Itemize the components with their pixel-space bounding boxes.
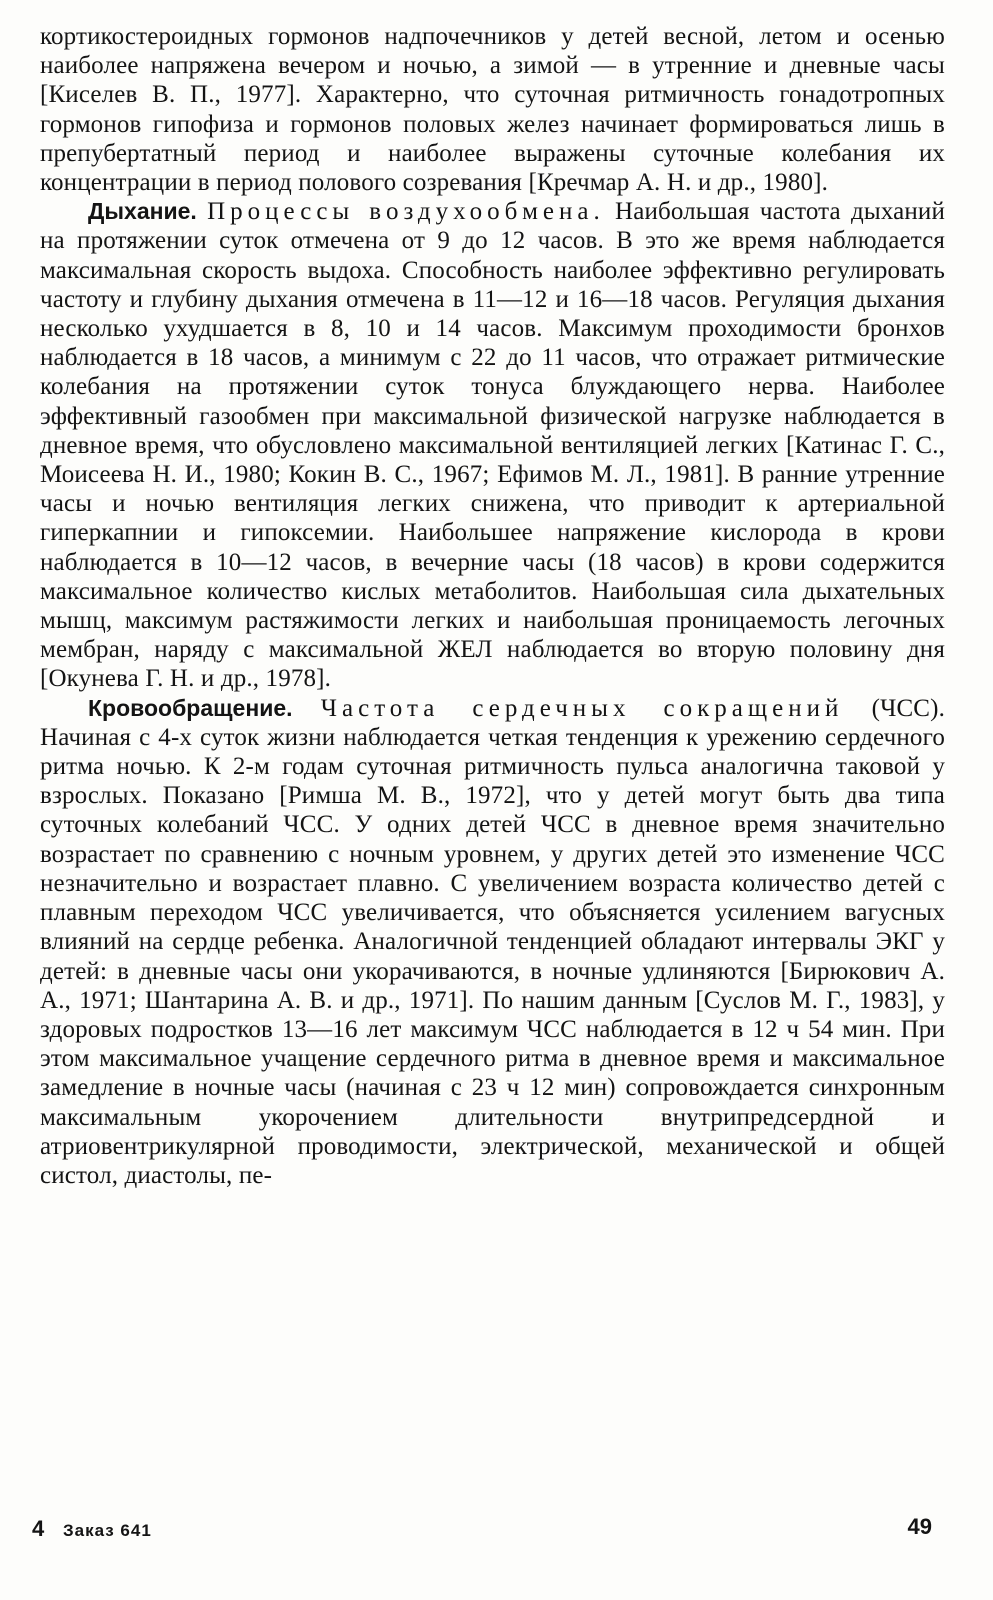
page-footer bbox=[32, 1516, 932, 1548]
page-number: 49 bbox=[907, 1514, 932, 1539]
paragraph-circulation bbox=[40, 694, 945, 1190]
subheading-heart-rate: Частота сердечных сокращений bbox=[320, 694, 844, 722]
paragraph-breathing bbox=[40, 197, 945, 693]
paragraph-text: Наибольшая частота дыханий на протяжении суток отмечена от 9 до 12 часов. В это же время наблюдается максимальная скорость выдоха. Способность наиболее эффективно регулировать частоту и глубину дыхания отмечена в 11—12 и 16—18 часов. Регуляция дыхания несколько ухудшается в 8, 10 и 14 часов. Максимум проходимости бронхов наблюдается в 18 часов, а минимум с 22 до 11 часов, что отражает ритмические колебания на протяжении суток тонуса блуждающего нерва. Наиболее эффективный газообмен при максимальной физической нагрузке наблюдается в дневное время, что обусловлено максимальной вентиляцией легких [Катинас Г. С., Моисеева Н. И., 1980; Кокин В. С., 1967; Ефимов М. Л., 1981]. В ранние утренние часы и ночью вентиляция легких снижена, что приводит к артериальной гиперкапнии и гипоксемии. Наибольшее напряжение кислорода в крови наблюдается в 10—12 часов, в вечерние часы (18 часов) в крови содержится максимальное количество кислых метаболитов. Наибольшая сила дыхательных мышц, максимум растяжимости легких и наибольшая проницаемость легочных мембран, наряду с максимальной ЖЕЛ наблюдается во вторую половину дня [Окунева Г. Н. и др., 1978]. bbox=[40, 198, 945, 693]
main-text bbox=[40, 22, 945, 1190]
paragraph-text: кортикостероидных гормонов надпочечников у детей весной, летом и осенью наиболее напряжена вечером и ночью, а зимой — в утренние и дневные часы [Киселев В. П., 1977]. Характерно, что суточная ритмичность гонадотропных гормонов гипофиза и гормонов половых желез начинает формироваться лишь в препубертатный период и наиболее выражены суточные колебания их концентрации в период полового созревания [Кречмар А. Н. и др., 1980]. bbox=[40, 23, 945, 197]
subheading-air-exchange: Процессы воздухообмена. bbox=[207, 198, 605, 226]
order-label: Заказ 641 bbox=[62, 1521, 152, 1540]
paragraph-text: (ЧСС). Начиная с 4-х суток жизни наблюдается четкая тенденция к урежению сердечного ритма ночью. К 2-м годам суточная ритмичность пульса аналогична таковой у взрослых. Показано [Римша М. В., 1972], что у детей могут быть два типа суточных колебаний ЧСС. У одних детей ЧСС в дневное время значительно возрастает по сравнению с ночным уровнем, у других детей это изменение ЧСС незначительно и возрастает плавно. С увеличением возраста количество детей с плавным переходом ЧСС увеличивается, что объясняется усилением вагусных влияний на сердце ребенка. Аналогичной тенденцией обладают интервалы ЭКГ у детей: в дневные часы они укорачиваются, в ночные удлиняются [Бирюкович А. А., 1971; Шантарина А. В. и др., 1971]. По нашим данным [Суслов М. Г., 1983], у здоровых подростков 13—16 лет максимум ЧСС наблюдается в 12 ч 54 мин. При этом максимальное учащение сердечного ритма в дневное время и максимальное замедление в ночные часы (начиная с 23 ч 12 мин) сопровождается синхронным максимальным укорочением длительности внутрипредсердной и атриовентрикулярной проводимости, электрической, механической и общей систол, диастолы, пе- bbox=[40, 694, 946, 1189]
section-heading-circulation: Кровообращение. bbox=[88, 694, 293, 721]
signature-number: 4 bbox=[32, 1516, 46, 1541]
print-signature bbox=[32, 1516, 152, 1542]
paragraph-continued bbox=[40, 22, 945, 197]
section-heading-breathing: Дыхание. bbox=[88, 198, 197, 225]
